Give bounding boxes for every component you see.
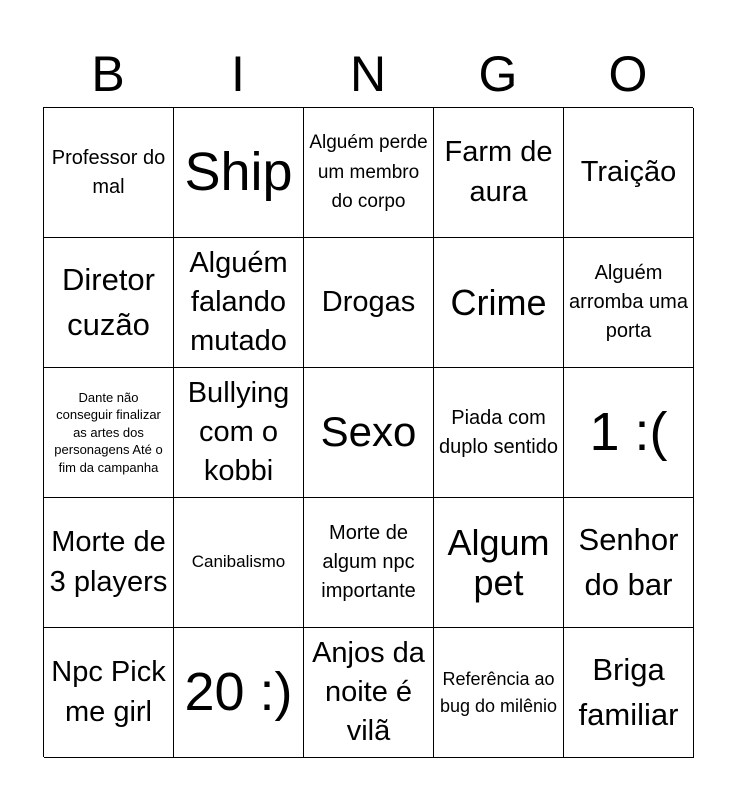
header-letter-b: B bbox=[91, 46, 125, 102]
bingo-cell: Morte de algum npc importante bbox=[304, 498, 434, 628]
bingo-cell: Farm de aura bbox=[434, 108, 564, 238]
bingo-cell: Traição bbox=[564, 108, 694, 238]
bingo-cell: Senhor do bar bbox=[564, 498, 694, 628]
bingo-cell: Npc Pick me girl bbox=[44, 628, 174, 758]
bingo-grid bbox=[43, 107, 693, 757]
bingo-cell: Morte de 3 players bbox=[44, 498, 174, 628]
bingo-cell: Canibalismo bbox=[174, 498, 304, 628]
bingo-cell: Alguém falando mutado bbox=[174, 238, 304, 368]
header-letter-i: I bbox=[231, 46, 245, 102]
bingo-cell: Crime bbox=[434, 238, 564, 368]
bingo-cell: Alguém perde um membro do corpo bbox=[304, 108, 434, 238]
bingo-cell: Sexo bbox=[304, 368, 434, 498]
bingo-cell: Alguém arromba uma porta bbox=[564, 238, 694, 368]
header-letter-g: G bbox=[478, 46, 518, 102]
bingo-cell: Drogas bbox=[304, 238, 434, 368]
header-letter-o: O bbox=[608, 46, 648, 102]
bingo-header bbox=[43, 40, 693, 108]
bingo-cell: Referência ao bug do milênio bbox=[434, 628, 564, 758]
bingo-cell: Dante não conseguir finalizar as artes dos personagens Até o fim da campanha bbox=[44, 368, 174, 498]
bingo-cell: Piada com duplo sentido bbox=[434, 368, 564, 498]
bingo-cell: Professor do mal bbox=[44, 108, 174, 238]
bingo-cell: Briga familiar bbox=[564, 628, 694, 758]
bingo-cell: Anjos da noite é vilã bbox=[304, 628, 434, 758]
bingo-cell: 1 :( bbox=[564, 368, 694, 498]
bingo-cell: Ship bbox=[174, 108, 304, 238]
bingo-cell: Algum pet bbox=[434, 498, 564, 628]
bingo-cell: Diretor cuzão bbox=[44, 238, 174, 368]
bingo-cell: 20 :) bbox=[174, 628, 304, 758]
bingo-cell: Bullying com o kobbi bbox=[174, 368, 304, 498]
header-letter-n: N bbox=[349, 46, 387, 102]
